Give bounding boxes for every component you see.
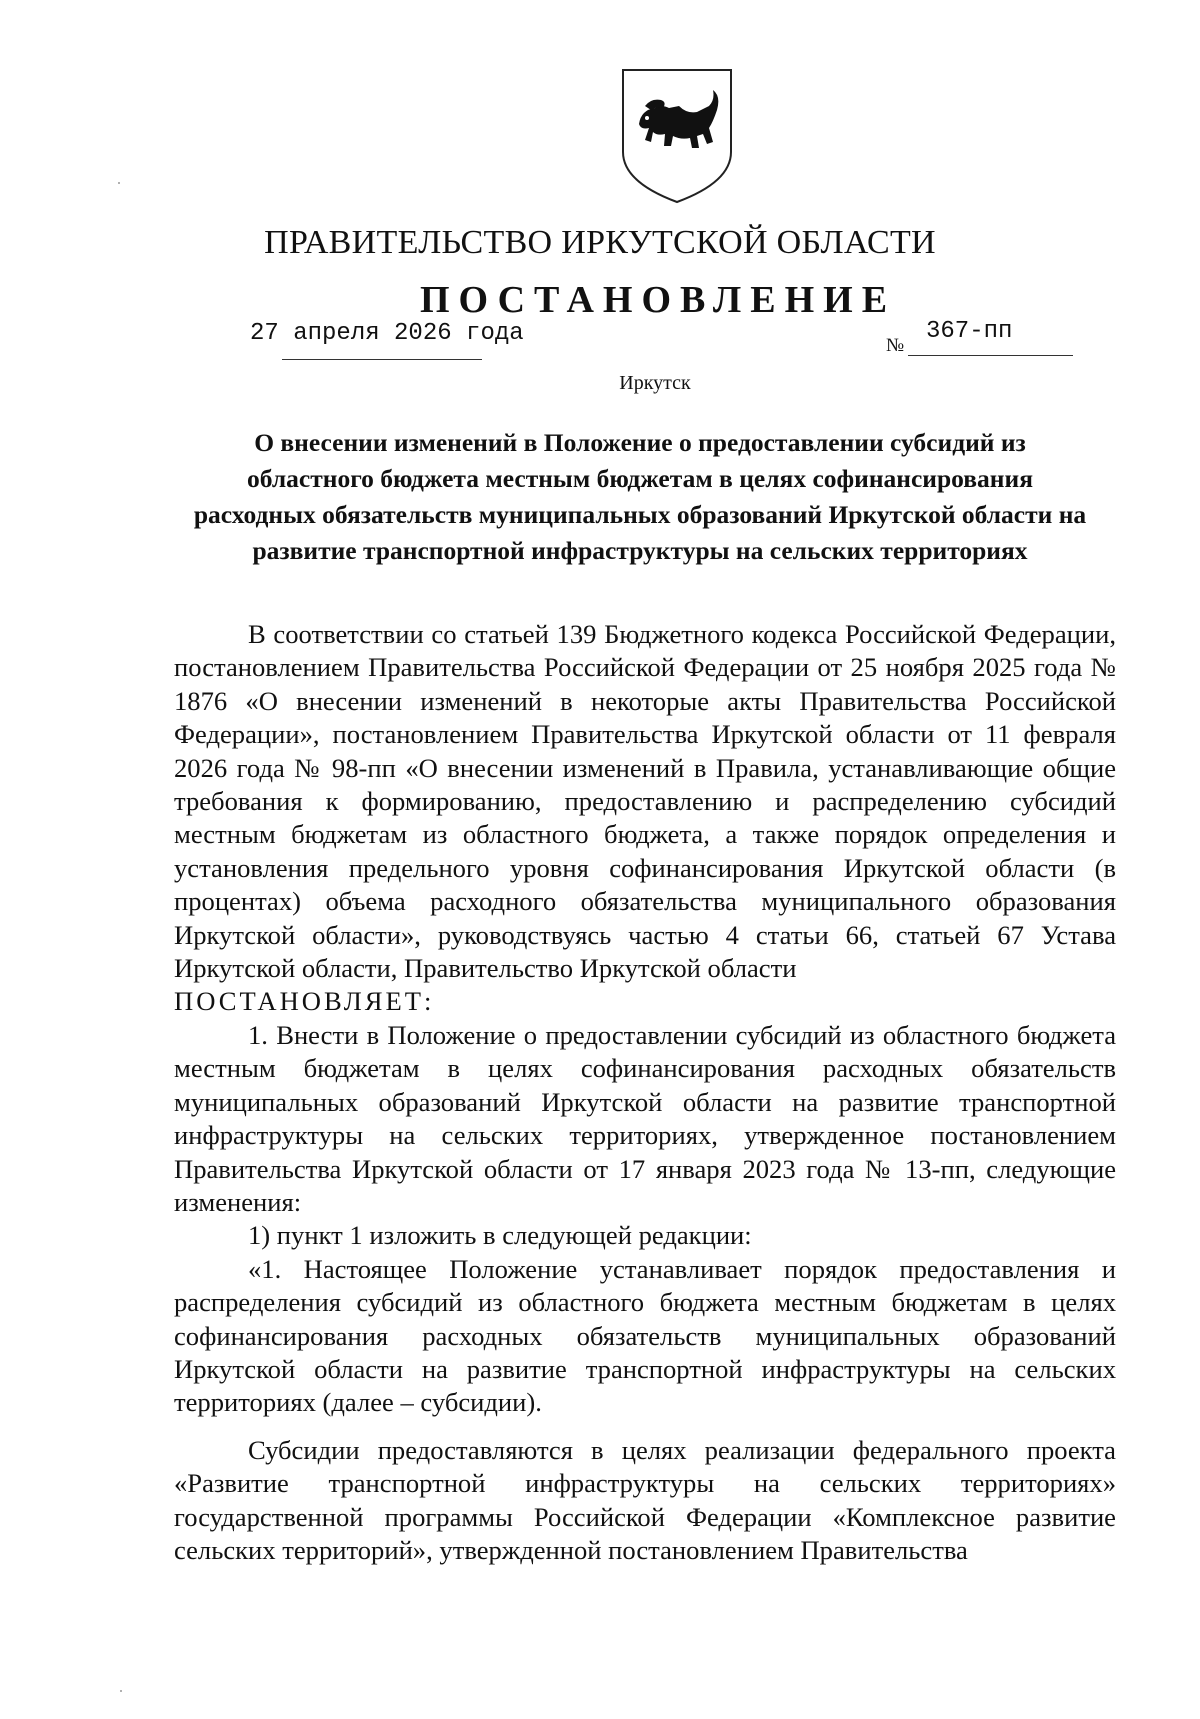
number-sign: № xyxy=(886,335,905,356)
resolves-line: ПОСТАНОВЛЯЕТ: xyxy=(174,986,435,1017)
subitem-1-paragraph: 1) пункт 1 изложить в следующей редакции: xyxy=(248,1220,752,1251)
document-date: 27 апреля 2026 года xyxy=(250,320,524,347)
preamble-paragraph: В соответствии со статьей 139 Бюджетного кодекса Российской Федерации, постановлением Правительства Российской Федерации от 25 ноября 2025 года № 1876 «О внесении изменений в некоторые акты Правительства Российской Федерации», постановлением Правительства Иркутской области от 11 февраля 2026 года № 98-пп «О внесении изменений в Правила, устанавливающие общие требования к формированию, предоставлению и распределению субсидий местным бюджетам из областного бюджета, а также порядок определения и установления предельного уровня софинансирования Иркутской области (в процентах) объема расходного обязательства муниципального образования Иркутской области», руководствуясь частью 4 статьи 66, статьей 67 Устава Иркутской области, Правительство Иркутской области xyxy=(174,619,1116,984)
city: Иркутск xyxy=(619,372,691,394)
document-type: ПОСТАНОВЛЕНИЕ xyxy=(420,279,897,321)
document-body xyxy=(174,618,1116,1567)
date-underline xyxy=(282,359,482,360)
government-title: ПРАВИТЕЛЬСТВО ИРКУТСКОЙ ОБЛАСТИ xyxy=(264,224,936,261)
quote-paragraph-2: Субсидии предоставляются в целях реализации федерального проекта «Развитие транспортной инфраструктуры на сельских территориях» государственной программы Российской Федерации «Комплексное развитие сельских территорий», утвержденной постановлением Правительства xyxy=(174,1434,1116,1565)
scan-speck xyxy=(120,1690,122,1692)
quote-paragraph-1: «1. Настоящее Положение устанавливает порядок предоставления и распределения субсидий из областного бюджета местным бюджетам в целях софинансирования расходных обязательств муниципальных образований Иркутской области на развитие транспортной инфраструктуры на сельских территориях (далее – субсидии). xyxy=(174,1253,1116,1418)
document-number: 367-пп xyxy=(926,318,1013,345)
item-1-paragraph: 1. Внести в Положение о предоставлении субсидий из областного бюджета местным бюджетам в целях софинансирования расходных обязательств муниципальных образований Иркутской области на развитие транспортной инфраструктуры на сельских территориях, утвержденное постановлением Правительства Иркутской области от 17 января 2023 года № 13-пп, следующие изменения: xyxy=(174,1019,1116,1217)
irkutsk-coat-of-arms-icon xyxy=(617,66,737,206)
document-title: О внесении изменений в Положение о предоставлении субсидий из областного бюджета местным бюджетам в целях софинансирования расходных обязательств муниципальных образований Иркутской области на развитие транспортной инфраструктуры на сельских территориях xyxy=(193,428,1087,565)
scan-speck xyxy=(118,182,120,184)
number-underline xyxy=(908,355,1073,356)
